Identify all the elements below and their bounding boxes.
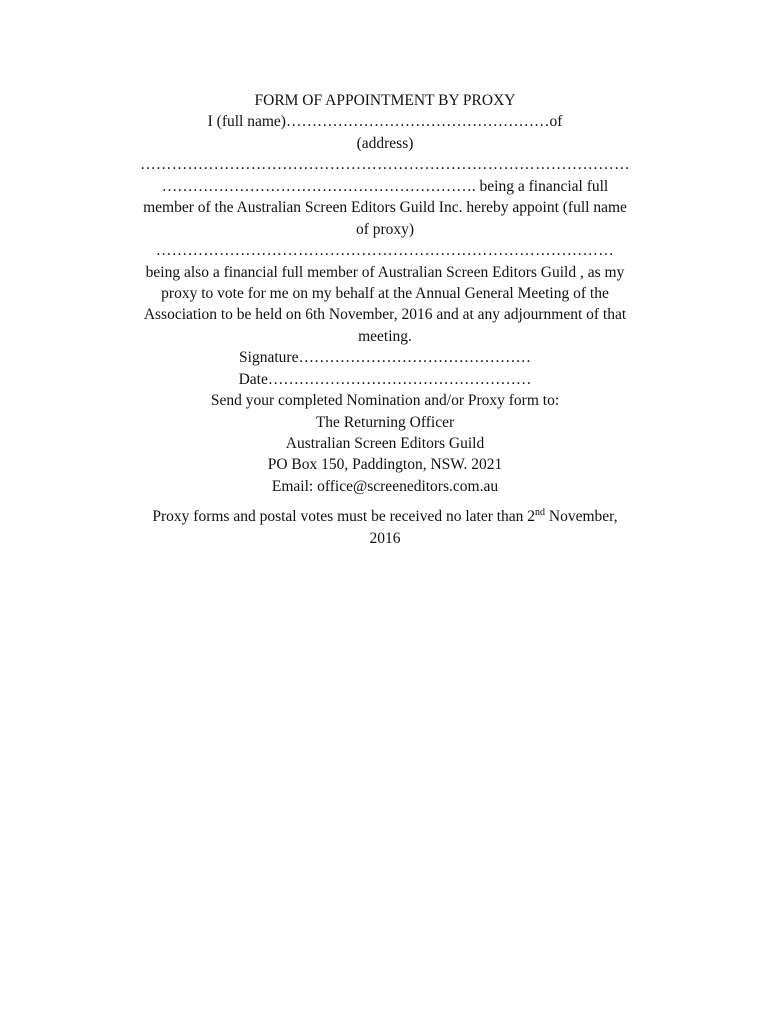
full-name-line: I (full name)……………………………………………of: [207, 113, 563, 131]
address-label: (address): [356, 134, 414, 152]
postal-address: PO Box 150, Paddington, NSW. 2021: [267, 456, 503, 474]
email-address: Email: office@screeneditors.com.au: [271, 477, 499, 495]
proxy-name-dotted-line: ……………………………………………………………………………: [155, 242, 615, 260]
organisation-name: Australian Screen Editors Guild: [285, 435, 485, 452]
signature-line: Signature………………………………………: [239, 349, 531, 367]
proxy-name-label: of proxy): [355, 220, 415, 238]
deadline-month: November,: [545, 508, 618, 526]
deadline-ordinal: nd: [535, 507, 546, 519]
returning-officer: The Returning Officer: [315, 413, 455, 431]
proxy-form-document: [0, 90, 770, 549]
date-line: Date……………………………………………: [238, 370, 532, 388]
form-title: FORM OF APPOINTMENT BY PROXY: [254, 92, 516, 109]
deadline-text-start: Proxy forms and postal votes must be received no later than 2: [152, 508, 536, 526]
proxy-membership-text: being also a financial full member of Australian Screen Editors Guild , as my: [145, 263, 625, 281]
send-instructions: Send your completed Nomination and/or Proxy form to:: [210, 392, 560, 410]
address-dotted-line: …………………………………………………………………………………: [140, 156, 630, 174]
membership-text: member of the Australian Screen Editors Guild Inc. hereby appoint (full name: [143, 199, 627, 217]
deadline-year: 2016: [369, 529, 401, 547]
proxy-vote-text: proxy to vote for me on my behalf at the Annual General Meeting of the: [161, 284, 609, 302]
meeting-text: meeting.: [358, 327, 412, 345]
deadline-text: [0, 506, 770, 527]
agm-date-text: Association to be held on 6th November, 2016 and at any adjournment of that: [143, 306, 627, 324]
address-dotted-line-2: ……………………………………………………. being a financial full: [161, 177, 609, 195]
